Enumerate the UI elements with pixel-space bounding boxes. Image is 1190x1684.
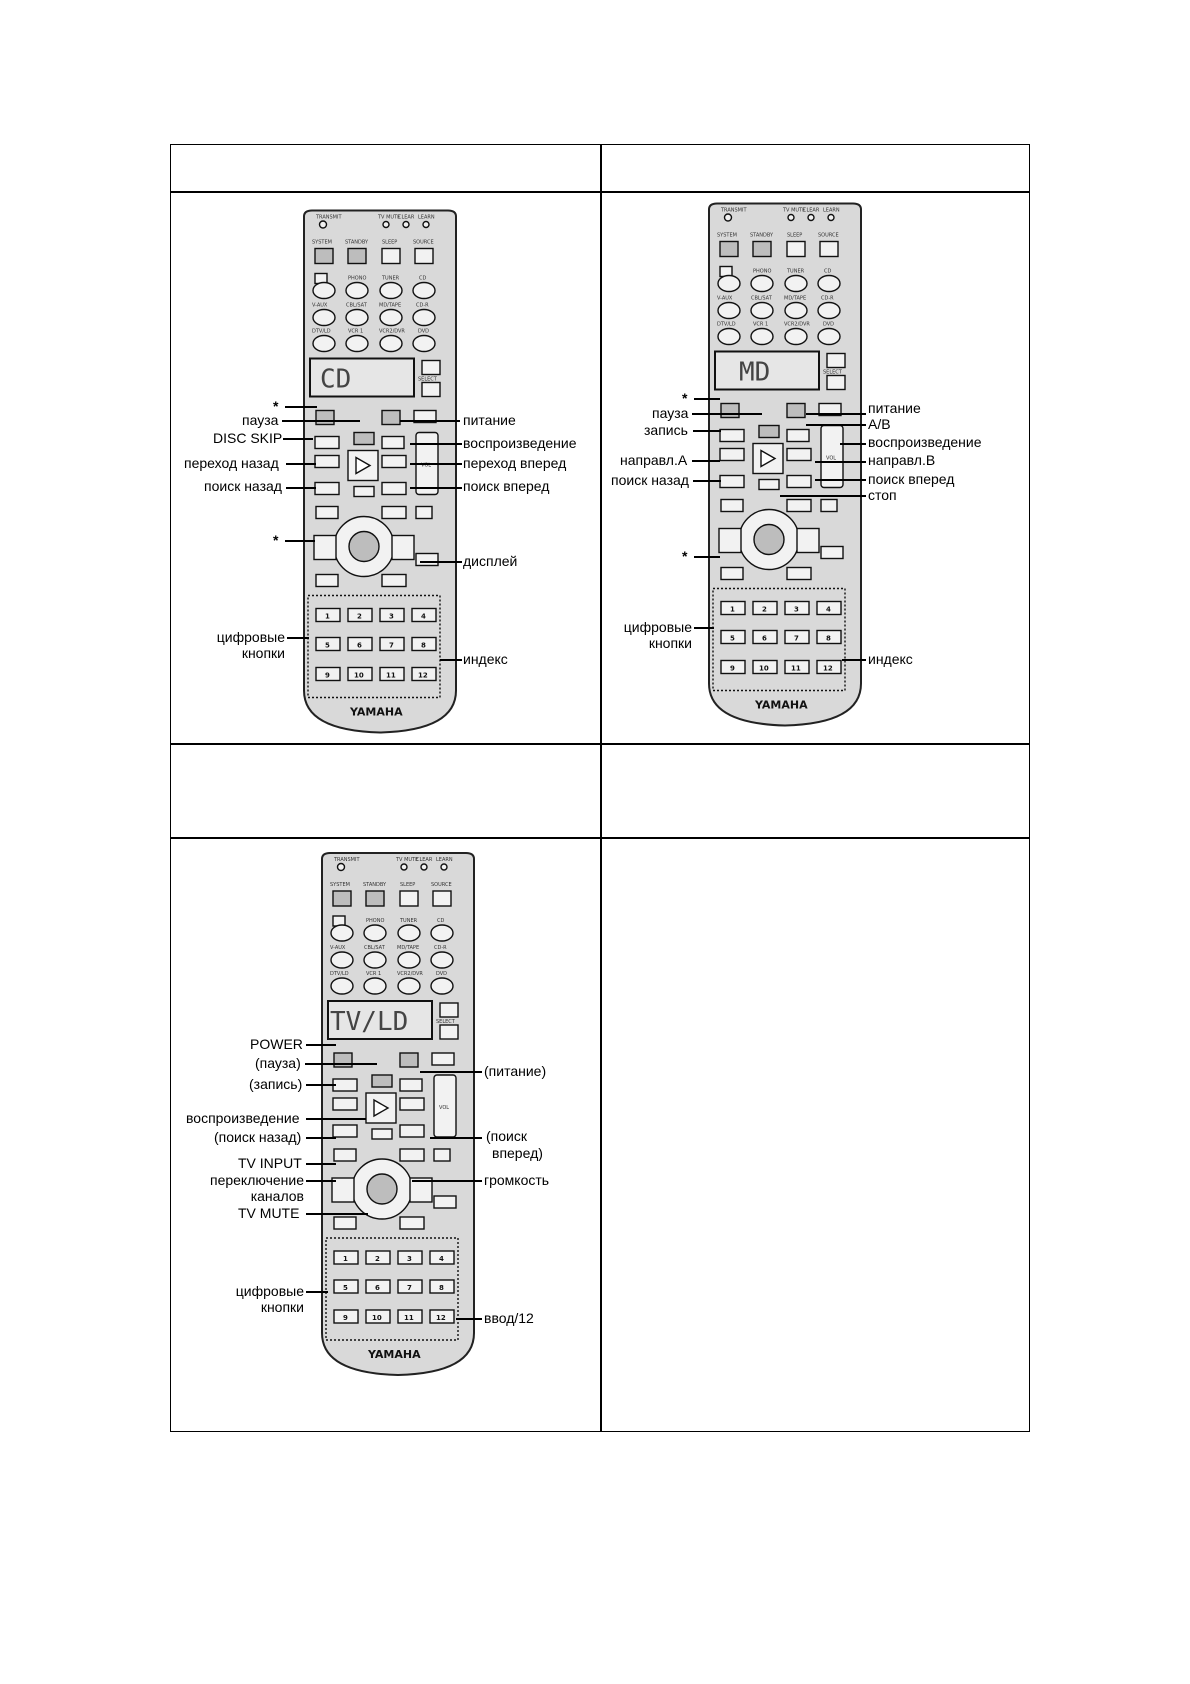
lcd-text: MD <box>739 357 771 388</box>
label-pause: пауза <box>242 412 279 428</box>
label-channel: каналов <box>250 1188 304 1204</box>
label-search-back: поиск назад <box>204 478 282 494</box>
label-channel: переключение <box>209 1172 304 1188</box>
label-power: (питание) <box>484 1063 547 1079</box>
label-search-back: (поиск назад) <box>214 1129 302 1145</box>
label-search-forward: вперед) <box>492 1145 543 1161</box>
leader-line <box>306 1163 336 1165</box>
label-record: запись <box>644 422 688 438</box>
label-search-forward: поиск вперед <box>868 471 955 487</box>
label-index: индекс <box>868 651 913 667</box>
remote-control-md <box>703 196 867 736</box>
label-power-tv: POWER <box>250 1036 303 1052</box>
label-record: (запись) <box>249 1076 303 1092</box>
leader-line <box>693 430 721 432</box>
label-play: воспроизведение <box>186 1110 300 1126</box>
label-digit-keys: цифровые <box>216 629 285 645</box>
leader-line <box>815 461 866 463</box>
leader-line <box>306 1118 366 1120</box>
label-digit-keys: кнопки <box>260 1299 304 1315</box>
label-search-back: поиск назад <box>611 472 689 488</box>
remote-control-tv <box>316 843 480 1388</box>
label-pause: (пауза) <box>255 1055 301 1071</box>
leader-line <box>694 398 720 400</box>
leader-line <box>420 1071 482 1073</box>
leader-line <box>305 1063 377 1065</box>
leader-line <box>306 1180 336 1182</box>
label-digit-keys: цифровые <box>623 619 692 635</box>
label-skip-forward: переход вперед <box>463 455 567 471</box>
label-display: дисплей <box>463 553 518 569</box>
label-play: воспроизведение <box>868 434 982 450</box>
leader-line <box>840 443 866 445</box>
leader-line <box>692 460 720 462</box>
label-volume: громкость <box>484 1172 550 1188</box>
label-skip-back: переход назад <box>184 455 279 471</box>
label-star: * <box>682 548 688 564</box>
label-star: * <box>273 532 279 548</box>
label-digit-keys: цифровые <box>235 1283 304 1299</box>
label-search-forward: (поиск <box>486 1128 527 1144</box>
leader-line <box>306 1044 336 1046</box>
label-play: воспроизведение <box>463 435 577 451</box>
brand-logo: YAMAHA <box>350 705 403 719</box>
brand-logo: YAMAHA <box>755 698 808 712</box>
label-direction-a: направл.А <box>620 452 688 468</box>
leader-line <box>806 413 866 415</box>
label-digit-keys: кнопки <box>241 645 285 661</box>
label-pause: пауза <box>652 405 689 421</box>
leader-line <box>456 1318 482 1320</box>
label-index: индекс <box>463 651 508 667</box>
label-power: питание <box>868 400 921 416</box>
leader-line <box>692 413 762 415</box>
leader-line <box>412 1180 482 1182</box>
label-digit-keys: кнопки <box>648 635 692 651</box>
brand-logo: YAMAHA <box>368 1348 421 1361</box>
label-star: * <box>682 390 688 406</box>
label-star: * <box>273 398 279 414</box>
leader-line <box>806 424 866 426</box>
leader-line <box>306 1084 336 1086</box>
leader-line <box>842 659 866 661</box>
label-stop: стоп <box>868 487 897 503</box>
panel-tv <box>0 0 600 1430</box>
label-disc-skip: DISC SKIP <box>213 430 283 446</box>
leader-line <box>694 627 714 629</box>
label-tv-input: TV INPUT <box>238 1155 302 1171</box>
leader-line <box>306 1213 368 1215</box>
label-direction-b: направл.В <box>868 452 936 468</box>
leader-line <box>693 480 721 482</box>
leader-line <box>780 495 866 497</box>
label-enter: ввод/12 <box>484 1310 534 1326</box>
label-a-b: A/B <box>868 416 891 432</box>
leader-line <box>306 1291 328 1293</box>
label-search-forward: поиск вперед <box>463 478 550 494</box>
label-power: питание <box>463 412 516 428</box>
leader-line <box>815 479 866 481</box>
label-tv-mute: TV MUTE <box>238 1205 300 1221</box>
leader-line <box>694 556 720 558</box>
leader-line <box>306 1137 336 1139</box>
leader-line <box>430 1137 482 1139</box>
lcd-text: CD <box>320 364 352 395</box>
lcd-text: TV/LD <box>330 1007 409 1037</box>
